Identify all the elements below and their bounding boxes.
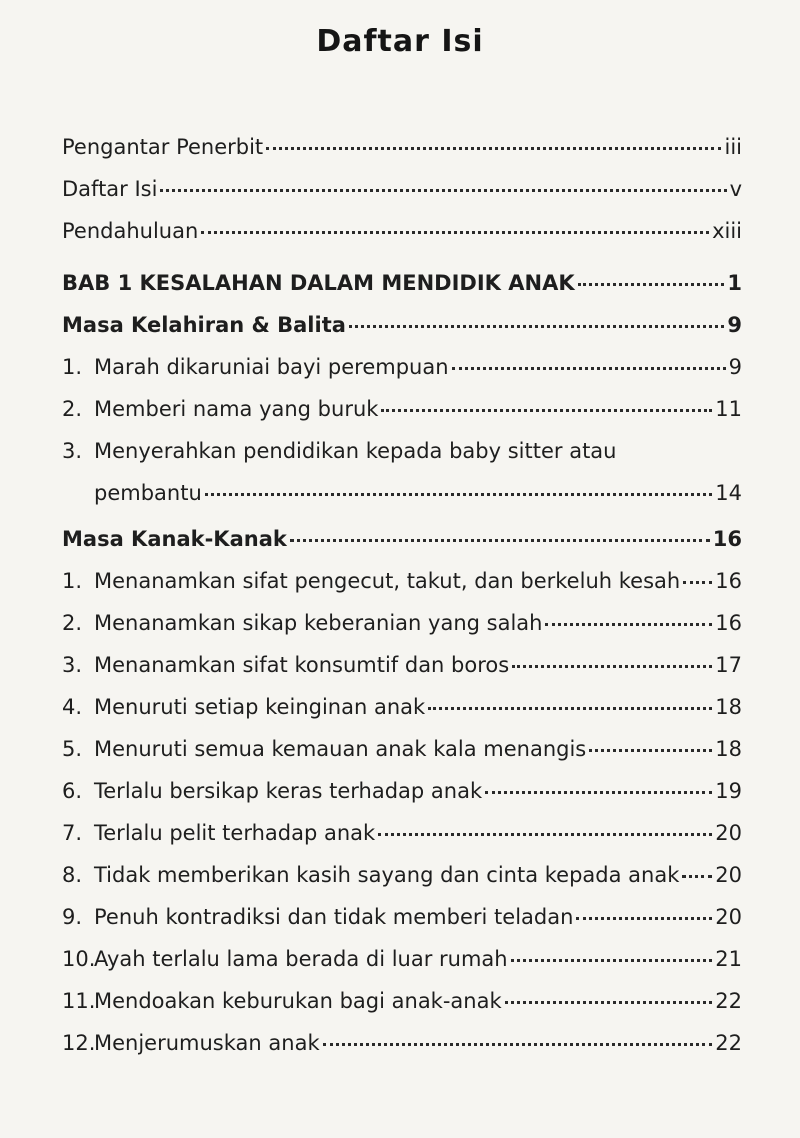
toc-entry-label: Masa Kanak-Kanak — [62, 527, 287, 551]
dot-leader — [205, 493, 713, 496]
toc-item-first-line[interactable] — [62, 430, 742, 472]
dot-leader — [452, 367, 726, 370]
toc-item[interactable] — [62, 560, 742, 602]
toc-item-number: 6. — [62, 779, 83, 803]
toc-entry-page: xiii — [712, 219, 742, 243]
toc-entry-label-continued: pembantu — [94, 481, 202, 505]
toc-entry-label: Pendahuluan — [62, 219, 199, 243]
toc-entry-pendahuluan[interactable] — [62, 210, 742, 252]
toc-entry-pengantar[interactable] — [62, 126, 742, 168]
toc-entry-page: 18 — [715, 695, 742, 719]
dot-leader — [511, 959, 713, 962]
toc-entry-label: Menyerahkan pendidikan kepada baby sitter atau — [94, 439, 617, 463]
toc-item-number: 12. — [62, 1031, 96, 1055]
dot-leader — [290, 539, 710, 542]
toc-entry-page: 16 — [715, 611, 742, 635]
toc-entry-label: Menanamkan sifat konsumtif dan boros — [94, 653, 510, 677]
toc-item[interactable] — [62, 770, 742, 812]
toc-entry-page: 18 — [715, 737, 742, 761]
toc-item-number: 2. — [62, 611, 83, 635]
dot-leader — [485, 791, 712, 794]
dot-leader — [428, 707, 712, 710]
toc-item-number: 3. — [62, 439, 83, 463]
toc-entry-label: BAB 1 KESALAHAN DALAM MENDIDIK ANAK — [62, 271, 575, 295]
toc-item[interactable] — [62, 602, 742, 644]
toc-chapter-bab-1[interactable] — [62, 262, 742, 304]
toc-entry-label: Terlalu pelit terhadap anak — [94, 821, 376, 845]
toc-item[interactable] — [62, 686, 742, 728]
toc-entry-page: 20 — [715, 863, 742, 887]
toc-entry-label: Menjerumuskan anak — [94, 1031, 320, 1055]
toc-entry-page: 9 — [728, 355, 742, 379]
toc-item[interactable] — [62, 812, 742, 854]
toc-entry-label: Marah dikaruniai bayi perempuan — [94, 355, 449, 379]
toc-entry-page: 22 — [715, 1031, 742, 1055]
dot-leader — [378, 833, 712, 836]
toc-entry-label: Menanamkan sikap keberanian yang salah — [94, 611, 543, 635]
toc-entry-label: Penuh kontradiksi dan tidak memberi teladan — [94, 905, 574, 929]
toc-item[interactable] — [62, 980, 742, 1022]
toc-item-number: 1. — [62, 569, 83, 593]
toc-item[interactable] — [62, 938, 742, 980]
toc-entry-daftar-isi[interactable] — [62, 168, 742, 210]
toc-entry-page: 16 — [715, 569, 742, 593]
toc-item[interactable] — [62, 728, 742, 770]
toc-item[interactable] — [62, 896, 742, 938]
toc-section-heading[interactable] — [62, 518, 742, 560]
toc-entry-page: 14 — [715, 481, 742, 505]
toc-item[interactable] — [62, 346, 742, 388]
toc-entry-page: 19 — [715, 779, 742, 803]
toc-entry-page: 1 — [727, 271, 742, 295]
toc-entry-label: Daftar Isi — [62, 177, 158, 201]
toc-entry-label: Ayah terlalu lama berada di luar rumah — [94, 947, 508, 971]
dot-leader — [589, 749, 712, 752]
dot-leader — [323, 1043, 713, 1046]
toc-entry-page: 20 — [715, 905, 742, 929]
dot-leader — [160, 189, 726, 192]
dot-leader — [576, 917, 712, 920]
toc-item[interactable] — [62, 854, 742, 896]
toc-item-number: 1. — [62, 355, 83, 379]
toc-entry-label: Masa Kelahiran & Balita — [62, 313, 346, 337]
dot-leader — [682, 875, 712, 878]
toc-item-number: 8. — [62, 863, 83, 887]
toc-entry-page: 16 — [712, 527, 742, 551]
toc-item-number: 3. — [62, 653, 83, 677]
dot-leader — [512, 665, 712, 668]
toc-item-number: 5. — [62, 737, 83, 761]
dot-leader — [683, 581, 712, 584]
toc-item-number: 11. — [62, 989, 96, 1013]
toc-item-number: 10. — [62, 947, 96, 971]
toc-entry-label: Pengantar Penerbit — [62, 135, 264, 159]
table-of-contents — [62, 126, 742, 1064]
toc-entry-page: 20 — [715, 821, 742, 845]
toc-item[interactable] — [62, 1022, 742, 1064]
page-title: Daftar Isi — [316, 24, 484, 59]
dot-leader — [545, 623, 712, 626]
toc-entry-label: Terlalu bersikap keras terhadap anak — [94, 779, 483, 803]
toc-entry-page: 17 — [715, 653, 742, 677]
toc-entry-page: 11 — [715, 397, 742, 421]
dot-leader — [381, 409, 712, 412]
toc-entry-page: 9 — [727, 313, 742, 337]
toc-item-number: 9. — [62, 905, 83, 929]
dot-leader — [201, 231, 709, 234]
toc-entry-label: Memberi nama yang buruk — [94, 397, 379, 421]
dot-leader — [349, 325, 724, 328]
toc-entry-label: Menanamkan sifat pengecut, takut, dan berkeluh kesah — [94, 569, 681, 593]
dot-leader — [505, 1001, 713, 1004]
dot-leader — [578, 283, 725, 286]
toc-entry-label: Mendoakan keburukan bagi anak-anak — [94, 989, 502, 1013]
toc-item-number: 7. — [62, 821, 83, 845]
toc-item[interactable] — [62, 388, 742, 430]
toc-entry-label: Menuruti semua kemauan anak kala menangis — [94, 737, 587, 761]
toc-entry-label: Menuruti setiap keinginan anak — [94, 695, 426, 719]
toc-item-continuation[interactable] — [62, 472, 742, 514]
toc-item-number: 4. — [62, 695, 83, 719]
toc-entry-page: iii — [724, 135, 742, 159]
toc-section-heading[interactable] — [62, 304, 742, 346]
toc-entry-page: 21 — [715, 947, 742, 971]
toc-entry-page: 22 — [715, 989, 742, 1013]
toc-entry-label: Tidak memberikan kasih sayang dan cinta kepada anak — [94, 863, 680, 887]
toc-item[interactable] — [62, 644, 742, 686]
toc-item-number: 2. — [62, 397, 83, 421]
toc-entry-page: v — [729, 177, 742, 201]
dot-leader — [266, 147, 721, 150]
